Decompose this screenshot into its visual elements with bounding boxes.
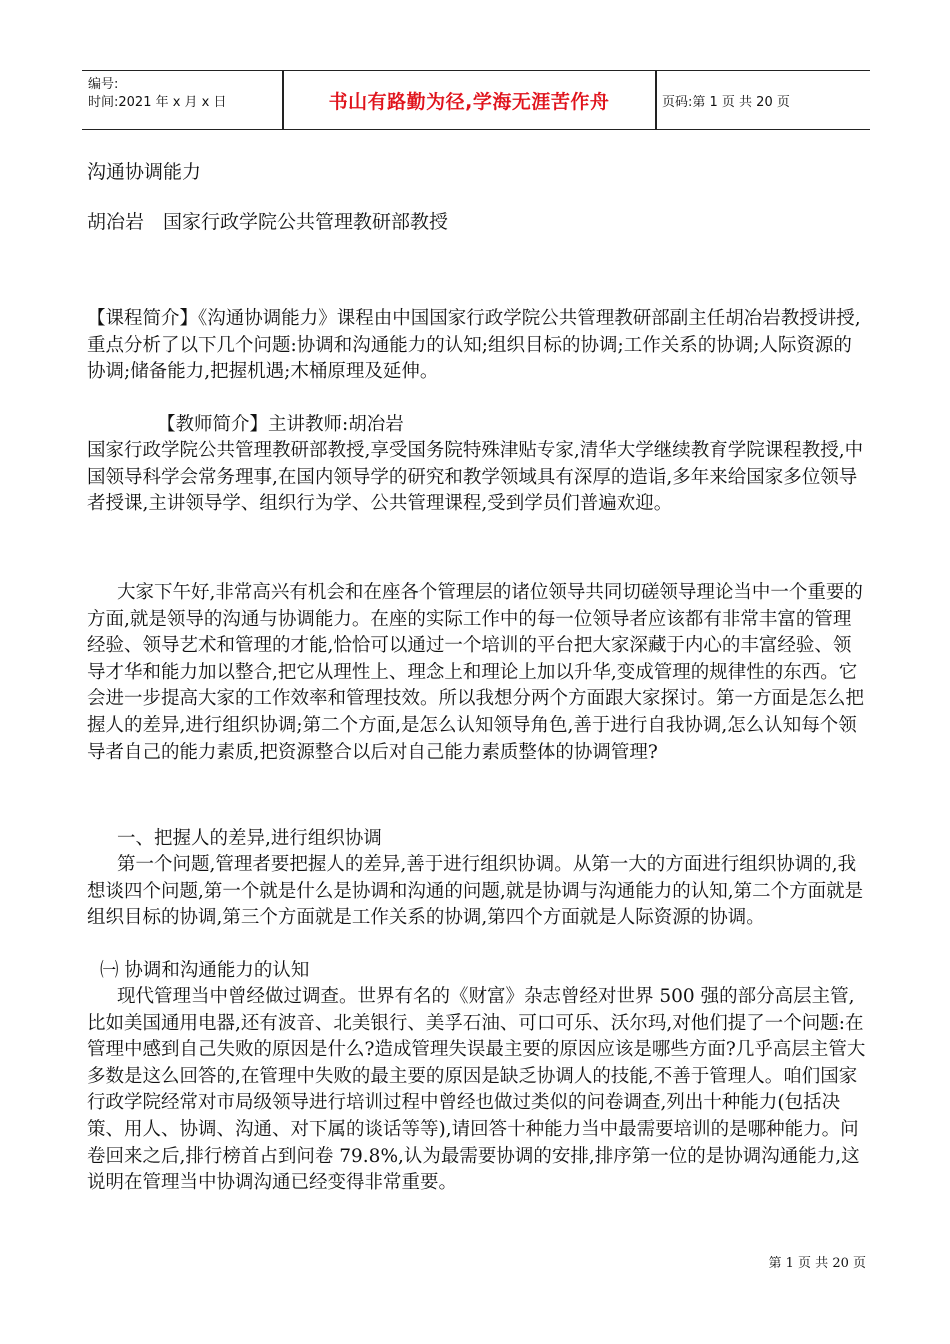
section-paragraph: 第一个问题,管理者要把握人的差异,善于进行组织协调。从第一大的方面进行组织协调的,我想谈四个问题,第一个就是什么是协调和沟通的问题,就是协调与沟通能力的认知,第二个方面就是组织目标的协调,第三个方面就是工作关系的协调,第四个方面就是人际资源的协调。 [87,854,864,929]
header-page-info: 页码:第 1 页 共 20 页 [662,94,790,110]
doc-author: 胡冶岩 国家行政学院公共管理教研部教授 [87,211,449,233]
course-intro: 【课程简介】《沟通协调能力》课程由中国国家行政学院公共管理教研部副主任胡冶岩教授讲授,重点分析了以下几个问题:协调和沟通能力的认知;组织目标的协调;工作关系的协调;人际资源的协调;储备能力,把握机遇;木桶原理及延伸。 [87,308,861,383]
header-meta [82,71,282,129]
number-label: 编号: [88,77,119,92]
doc-title: 沟通协调能力 [87,161,202,183]
teacher-intro: 国家行政学院公共管理教研部教授,享受国务院特殊津贴专家,清华大学继续教育学院课程教授,中国领导科学会常务理事,在国内领导学的研究和教学领域具有深厚的造诣,多年来给国家多位领导者授课,主讲领导学、组织行为学、公共管理课程,受到学员们普遍欢迎。 [87,440,864,515]
section-heading: 一、把握人的差异,进行组织协调 [117,828,382,849]
header-motto: 书山有路勤为径,学海无涯苦作舟 [328,90,610,113]
page-footer: 第 1 页 共 20 页 [768,1256,866,1271]
subsection-heading: ㈠ 协调和沟通能力的认知 [100,960,310,981]
time-label: 时间:2021 年 x 月 x 日 [88,95,227,110]
header-divider [655,71,657,129]
teacher-intro-heading: 【教师简介】主讲教师:胡冶岩 [157,414,404,435]
header-table [82,70,870,130]
opening-paragraph: 大家下午好,非常高兴有机会和在座各个管理层的诸位领导共同切磋领导理论当中一个重要的方面,就是领导的沟通与协调能力。在座的实际工作中的每一位领导者应该都有非常丰富的管理经验、领导艺术和管理的才能,恰恰可以通过一个培训的平台把大家深藏于内心的丰富经验、领导才华和能力加以整合,把它从理性上、理念上和理论上加以升华,变成管理的规律性的东西。它会进一步提高大家的工作效率和管理技效。所以我想分两个方面跟大家探讨。第一方面是怎么把握人的差异,进行组织协调;第二个方面,是怎么认知领导角色,善于进行自我协调,怎么认知每个领导者自己的能力素质,把资源整合以后对自己能力素质整体的协调管理? [87,582,865,763]
subsection-paragraph: 现代管理当中曾经做过调查。世界有名的《财富》杂志曾经对世界 500 强的部分高层主管,比如美国通用电器,还有波音、北美银行、美孚石油、可口可乐、沃尔玛,对他们提了一个问题:在管理中感到自己失败的原因是什么?造成管理失误最主要的原因应该是哪些方面?几乎高层主管大多数是这么回答的,在管理中失败的最主要的原因是缺乏协调人的技能,不善于管理人。咱们国家行政学院经常对市局级领导进行培训过程中曾经也做过类似的问卷调查,列出十种能力(包括决策、用人、协调、沟通、对下属的谈话等等),请回答十种能力当中最需要培训的是哪种能力。问卷回来之后,排行榜首占到问卷 79.8%,认为最需要协调的安排,排序第一位的是协调沟通能力,这说明在管理当中协调沟通已经变得非常重要。 [87,986,866,1194]
